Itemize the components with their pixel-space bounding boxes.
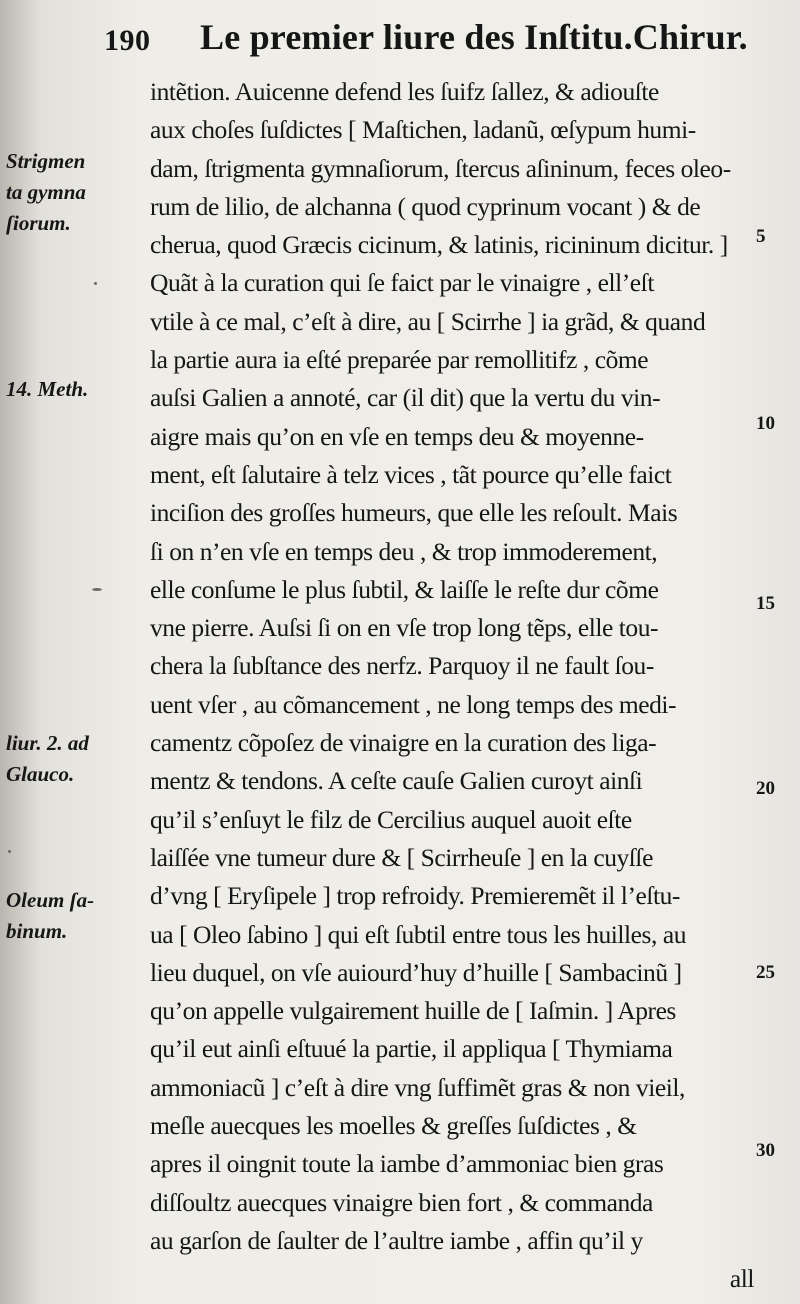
text-line: ammoniacũ ] c’eſt à dire vng ſuffimẽt gras & non vieil,	[150, 1072, 685, 1102]
text-line: qu’il s’enſuyt le filz de Cercilius auquel auoit eſte	[150, 804, 632, 834]
text-line: ment, eſt ſalutaire à telz vices , tãt pource qu’elle faict	[150, 459, 672, 489]
ink-speck	[8, 850, 11, 853]
line-number: 15	[756, 593, 775, 614]
ink-speck	[94, 282, 97, 285]
margin-note-line: Strigmen	[6, 149, 86, 173]
margin-note-oleum-sabinum	[6, 885, 148, 947]
text-line: ſi on n’en vſe en temps deu , & trop immoderement,	[150, 536, 658, 566]
text-line: ua [ Oleo ſabino ] qui eſt ſubtil entre tous les huilles, au	[150, 919, 687, 949]
page-header	[0, 14, 800, 66]
margin-note-strigmenta	[6, 146, 148, 239]
margin-note-line: binum.	[6, 919, 68, 943]
line-number: 10	[756, 413, 775, 434]
margin-note-glauco	[6, 728, 148, 790]
catchword: all	[729, 1264, 754, 1294]
text-line: au garſon de ſaulter de l’aultre iambe , affin qu’il y	[150, 1225, 643, 1255]
text-line: uent vſer , au cõmancement , ne long temps des medi-	[150, 689, 677, 719]
running-title: Le premier liure des Inſtitu.Chirur.	[200, 17, 748, 57]
body-text	[150, 73, 758, 1299]
margin-note-line: 14. Meth.	[6, 377, 89, 401]
margin-note-methodus	[6, 374, 148, 405]
margin-note-line: Glauco.	[6, 762, 75, 786]
line-number: 5	[756, 226, 766, 247]
text-line: lieu duquel, on vſe auiourd’huy d’huille [ Sambacinũ ]	[150, 957, 682, 987]
text-line: qu’il eut ainſi eſtuué la partie, il appliqua [ Thymiama	[150, 1034, 673, 1064]
text-line: inciſion des groſſes humeurs, que elle les reſoult. Mais	[150, 498, 678, 528]
margin-note-line: liur. 2. ad	[6, 731, 89, 755]
text-line: rum de lilio, de alchanna ( quod cyprinum vocant ) & de	[150, 191, 701, 221]
ink-speck	[92, 588, 102, 591]
text-line: auſsi Galien a annoté, car (il dit) que la vertu du vin-	[150, 383, 661, 413]
line-number: 30	[756, 1140, 775, 1161]
text-line: vtile à ce mal, c’eſt à dire, au [ Scirrhe ] ia grãd, & quand	[150, 306, 706, 336]
text-line: vne pierre. Auſsi ſi on en vſe trop long tẽps, elle tou-	[150, 613, 659, 643]
line-number: 25	[756, 962, 775, 983]
text-line: diſſoultz auecques vinaigre bien fort , & commanda	[150, 1187, 653, 1217]
text-line: laiſſée vne tumeur dure & [ Scirrheuſe ] en la cuyſſe	[150, 842, 653, 872]
text-line: aigre mais qu’on en vſe en temps deu & moyenne-	[150, 421, 644, 451]
text-line: mentz & tendons. A ceſte cauſe Galien curoyt ainſi	[150, 766, 643, 796]
text-line: Quãt à la curation qui ſe faict par le vinaigre , ell’eſt	[150, 268, 654, 298]
text-line: chera la ſubſtance des nerfz. Parquoy il ne fault ſou-	[150, 651, 654, 681]
text-line: elle conſume le plus ſubtil, & laiſſe le reſte dur cõme	[150, 574, 659, 604]
text-line: dam, ſtrigmenta gymnaſiorum, ſtercus aſininum, feces oleo-	[150, 153, 731, 183]
text-line: camentz cõpoſez de vinaigre en la curation des liga-	[150, 728, 657, 758]
margin-note-line: ta gymna	[6, 180, 86, 204]
text-line: apres il oingnit toute la iambe d’ammoniac bien gras	[150, 1149, 664, 1179]
text-line: d’vng [ Eryſipele ] trop refroidy. Premieremẽt il l’eſtu-	[150, 881, 680, 911]
page-number: 190	[104, 24, 151, 57]
text-line: cherua, quod Græcis cicinum, & latinis, ricininum dicitur. ]	[150, 230, 728, 260]
margin-note-line: ſiorum.	[6, 211, 71, 235]
text-line: intẽtion. Auicenne defend les ſuifz ſallez, & adiouſte	[150, 77, 659, 106]
line-number: 20	[756, 778, 775, 799]
text-line: aux choſes ſuſdictes [ Maſtichen, ladanũ, œſypum humi-	[150, 115, 696, 145]
text-line: qu’on appelle vulgairement huille de [ Iaſmin. ] Apres	[150, 996, 676, 1026]
text-line: meſle auecques les moelles & greſſes ſuſdictes , &	[150, 1111, 637, 1141]
text-line: la partie aura ia eſté preparée par remollitifz , cõme	[150, 345, 649, 375]
margin-note-line: Oleum ſa-	[6, 888, 95, 912]
